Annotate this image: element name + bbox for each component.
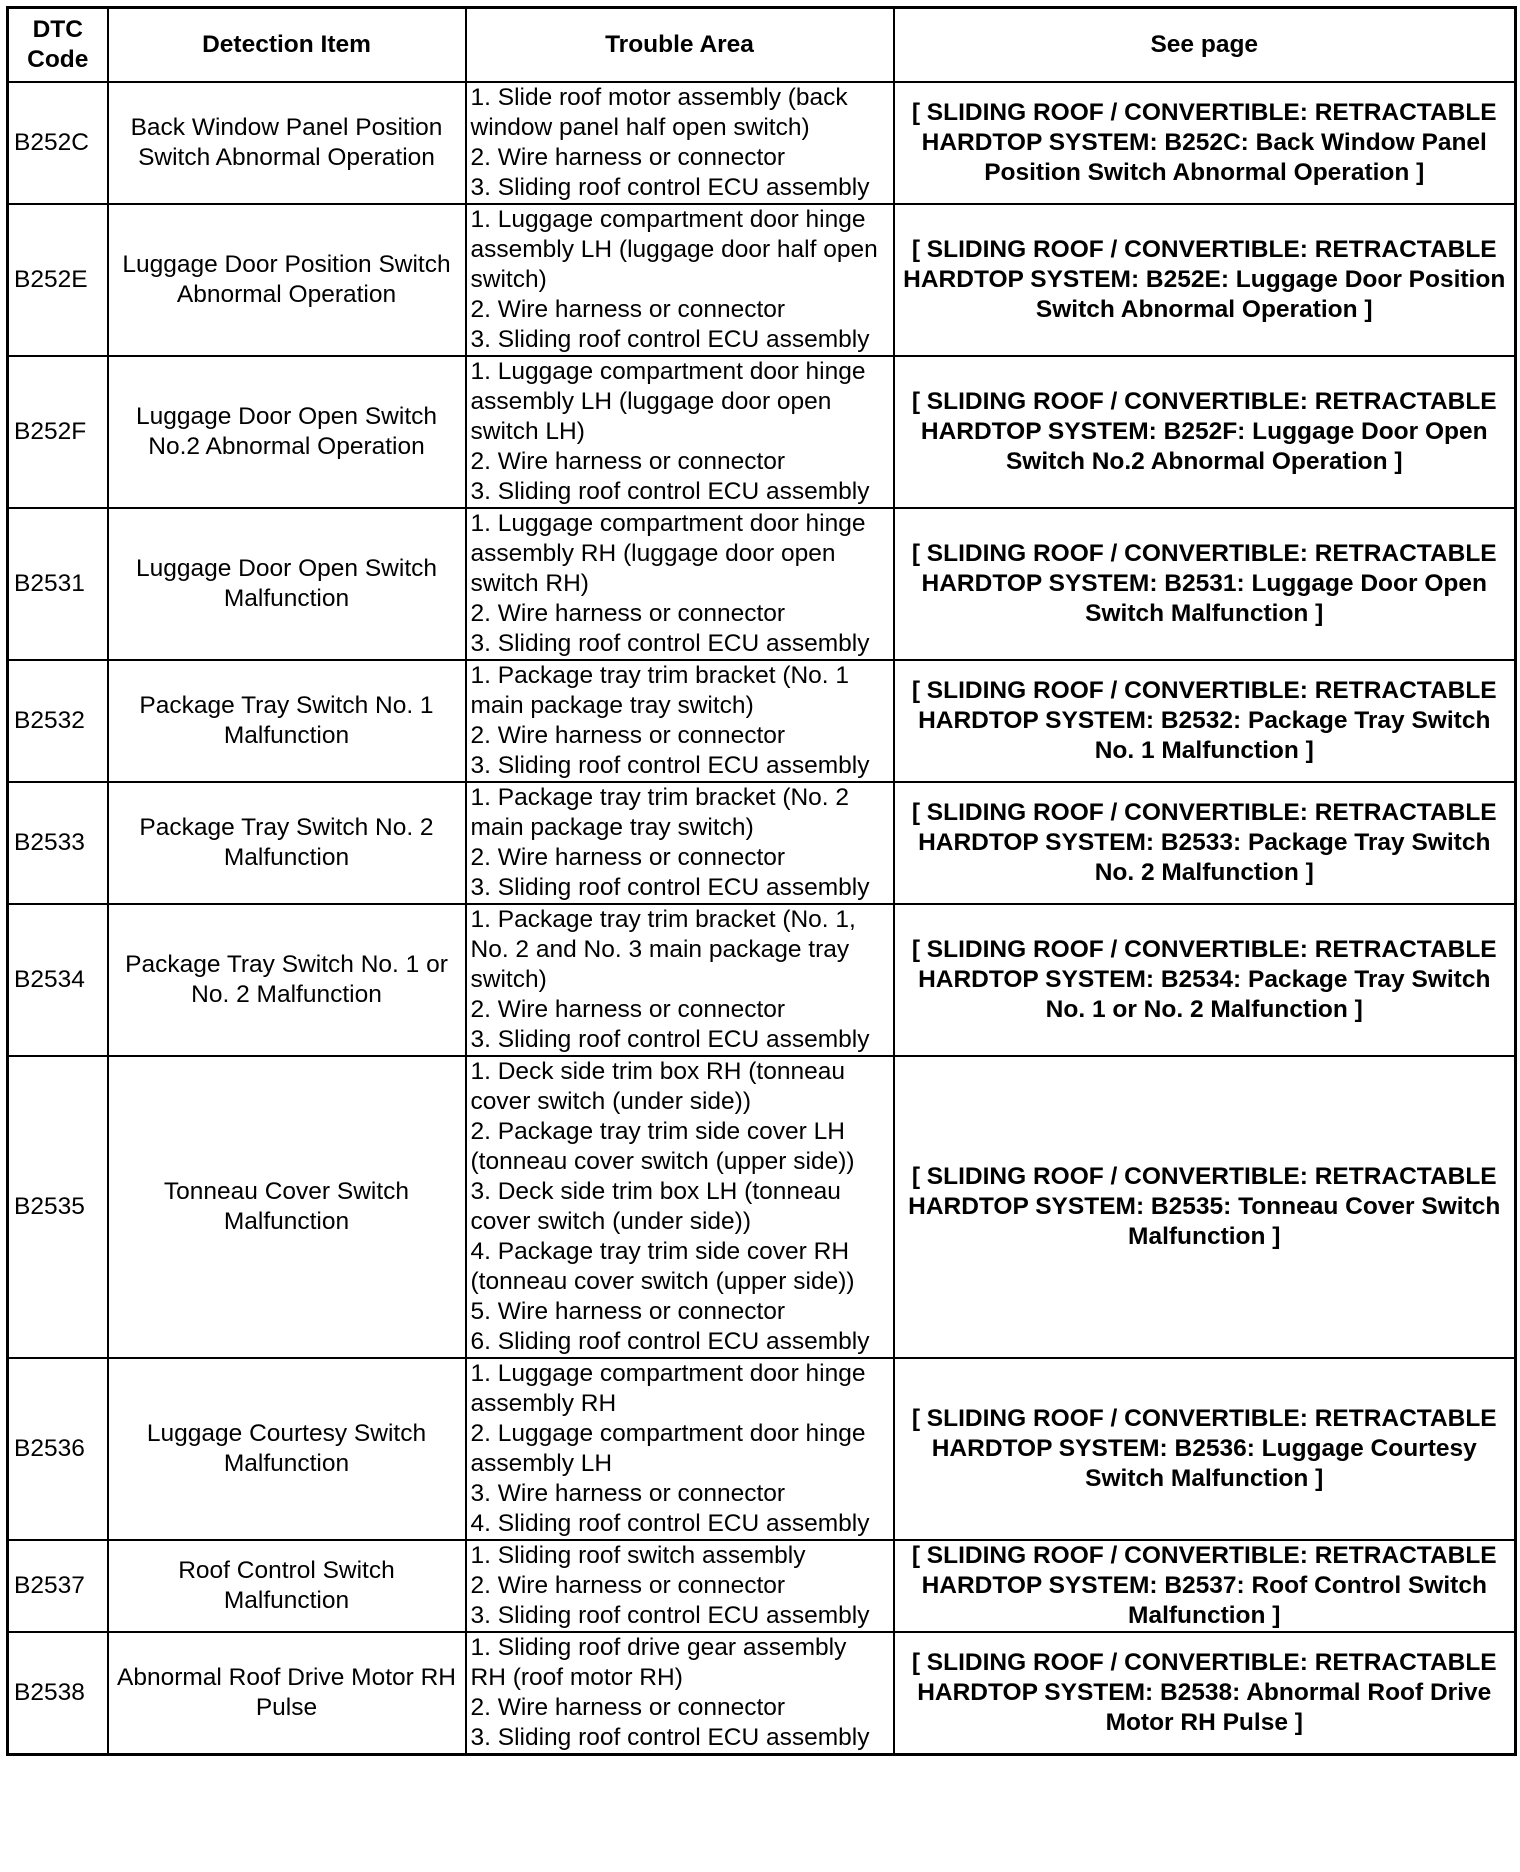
dtc-code-cell: B2534 [8,904,108,1056]
trouble-area-item: 3. Deck side trim box LH (tonneau cover switch (under side)) [470,1178,841,1235]
trouble-area-item: 4. Sliding roof control ECU assembly [470,1510,870,1537]
header-detection-item: Detection Item [108,8,466,83]
dtc-table-container [6,6,1517,1756]
table-row [8,1358,1516,1540]
trouble-area-item: 3. Sliding roof control ECU assembly [470,326,870,353]
trouble-area-item: 1. Package tray trim bracket (No. 1, No. 2 and No. 3 main package tray switch) [470,906,856,993]
detection-item-cell: Package Tray Switch No. 1 Malfunction [108,660,466,782]
trouble-area-item: 2. Wire harness or connector [470,996,786,1023]
trouble-area-item: 1. Sliding roof switch assembly [470,1542,806,1569]
dtc-code-cell: B2533 [8,782,108,904]
table-row [8,1540,1516,1632]
table-row [8,1632,1516,1755]
trouble-area-cell [466,904,894,1056]
table-row [8,82,1516,204]
trouble-area-item: 3. Sliding roof control ECU assembly [470,478,870,505]
trouble-area-item: 1. Luggage compartment door hinge assembly RH (luggage door open switch RH) [470,510,866,597]
trouble-area-item: 3. Sliding roof control ECU assembly [470,752,870,779]
dtc-code-cell: B2536 [8,1358,108,1540]
trouble-area-item: 3. Sliding roof control ECU assembly [470,1602,870,1629]
trouble-area-item: 2. Wire harness or connector [470,1572,786,1599]
trouble-area-cell [466,782,894,904]
trouble-area-item: 5. Wire harness or connector [470,1298,786,1325]
trouble-area-item: 6. Sliding roof control ECU assembly [470,1328,870,1355]
trouble-area-item: 1. Deck side trim box RH (tonneau cover switch (under side)) [470,1058,845,1115]
trouble-area-item: 1. Luggage compartment door hinge assembly RH [470,1360,866,1417]
trouble-area-item: 3. Sliding roof control ECU assembly [470,630,870,657]
trouble-area-item: 4. Package tray trim side cover RH (tonneau cover switch (upper side)) [470,1238,855,1295]
table-row [8,660,1516,782]
trouble-area-item: 3. Sliding roof control ECU assembly [470,1724,870,1751]
see-page-link[interactable]: [ SLIDING ROOF / CONVERTIBLE: RETRACTABLE HARDTOP SYSTEM: B252F: Luggage Door Open Switch No.2 Abnormal Operation ] [894,356,1516,508]
detection-item-cell: Roof Control Switch Malfunction [108,1540,466,1632]
trouble-area-item: 3. Wire harness or connector [470,1480,786,1507]
dtc-code-cell: B2538 [8,1632,108,1755]
trouble-area-item: 2. Luggage compartment door hinge assembly LH [470,1420,866,1477]
see-page-link[interactable]: [ SLIDING ROOF / CONVERTIBLE: RETRACTABLE HARDTOP SYSTEM: B252E: Luggage Door Position Switch Abnormal Operation ] [894,204,1516,356]
detection-item-cell: Luggage Courtesy Switch Malfunction [108,1358,466,1540]
trouble-area-item: 1. Luggage compartment door hinge assembly LH (luggage door half open switch) [470,206,878,293]
table-row [8,904,1516,1056]
trouble-area-cell [466,356,894,508]
trouble-area-item: 2. Wire harness or connector [470,722,786,749]
trouble-area-item: 1. Package tray trim bracket (No. 1 main package tray switch) [470,662,850,719]
detection-item-cell: Luggage Door Open Switch Malfunction [108,508,466,660]
see-page-link[interactable]: [ SLIDING ROOF / CONVERTIBLE: RETRACTABLE HARDTOP SYSTEM: B2535: Tonneau Cover Switch Malfunction ] [894,1056,1516,1358]
table-row [8,356,1516,508]
table-body [8,82,1516,1755]
header-dtc-code: DTC Code [8,8,108,83]
trouble-area-item: 1. Luggage compartment door hinge assembly LH (luggage door open switch LH) [470,358,866,445]
dtc-code-cell: B2531 [8,508,108,660]
dtc-code-cell: B252E [8,204,108,356]
see-page-link[interactable]: [ SLIDING ROOF / CONVERTIBLE: RETRACTABLE HARDTOP SYSTEM: B2538: Abnormal Roof Drive Motor RH Pulse ] [894,1632,1516,1755]
trouble-area-cell [466,1056,894,1358]
trouble-area-item: 1. Slide roof motor assembly (back window panel half open switch) [470,84,848,141]
trouble-area-item: 1. Sliding roof drive gear assembly RH (roof motor RH) [470,1634,847,1691]
trouble-area-item: 2. Wire harness or connector [470,448,786,475]
see-page-link[interactable]: [ SLIDING ROOF / CONVERTIBLE: RETRACTABLE HARDTOP SYSTEM: B2533: Package Tray Switch No. 2 Malfunction ] [894,782,1516,904]
see-page-link[interactable]: [ SLIDING ROOF / CONVERTIBLE: RETRACTABLE HARDTOP SYSTEM: B2531: Luggage Door Open Switch Malfunction ] [894,508,1516,660]
trouble-area-item: 2. Wire harness or connector [470,144,786,171]
detection-item-cell: Luggage Door Position Switch Abnormal Operation [108,204,466,356]
table-row [8,204,1516,356]
table-row [8,782,1516,904]
header-trouble-area: Trouble Area [466,8,894,83]
see-page-link[interactable]: [ SLIDING ROOF / CONVERTIBLE: RETRACTABLE HARDTOP SYSTEM: B2532: Package Tray Switch No. 1 Malfunction ] [894,660,1516,782]
trouble-area-item: 2. Wire harness or connector [470,296,786,323]
trouble-area-cell [466,204,894,356]
header-row [8,8,1516,83]
see-page-link[interactable]: [ SLIDING ROOF / CONVERTIBLE: RETRACTABLE HARDTOP SYSTEM: B2537: Roof Control Switch Malfunction ] [894,1540,1516,1632]
trouble-area-cell [466,660,894,782]
detection-item-cell: Package Tray Switch No. 2 Malfunction [108,782,466,904]
trouble-area-item: 2. Wire harness or connector [470,600,786,627]
trouble-area-item: 1. Package tray trim bracket (No. 2 main package tray switch) [470,784,850,841]
dtc-code-cell: B2535 [8,1056,108,1358]
detection-item-cell: Tonneau Cover Switch Malfunction [108,1056,466,1358]
table-row [8,508,1516,660]
trouble-area-item: 2. Wire harness or connector [470,1694,786,1721]
trouble-area-cell [466,1358,894,1540]
trouble-area-item: 3. Sliding roof control ECU assembly [470,874,870,901]
trouble-area-cell [466,508,894,660]
table-row [8,1056,1516,1358]
see-page-link[interactable]: [ SLIDING ROOF / CONVERTIBLE: RETRACTABLE HARDTOP SYSTEM: B2536: Luggage Courtesy Switch Malfunction ] [894,1358,1516,1540]
detection-item-cell: Luggage Door Open Switch No.2 Abnormal Operation [108,356,466,508]
trouble-area-item: 2. Wire harness or connector [470,844,786,871]
trouble-area-cell [466,82,894,204]
trouble-area-item: 3. Sliding roof control ECU assembly [470,1026,870,1053]
header-see-page: See page [894,8,1516,83]
dtc-code-cell: B2537 [8,1540,108,1632]
trouble-area-cell [466,1632,894,1755]
detection-item-cell: Package Tray Switch No. 1 or No. 2 Malfunction [108,904,466,1056]
trouble-area-cell [466,1540,894,1632]
detection-item-cell: Abnormal Roof Drive Motor RH Pulse [108,1632,466,1755]
see-page-link[interactable]: [ SLIDING ROOF / CONVERTIBLE: RETRACTABLE HARDTOP SYSTEM: B2534: Package Tray Switch No. 1 or No. 2 Malfunction ] [894,904,1516,1056]
detection-item-cell: Back Window Panel Position Switch Abnormal Operation [108,82,466,204]
see-page-link[interactable]: [ SLIDING ROOF / CONVERTIBLE: RETRACTABLE HARDTOP SYSTEM: B252C: Back Window Panel Position Switch Abnormal Operation ] [894,82,1516,204]
dtc-code-cell: B2532 [8,660,108,782]
dtc-code-cell: B252C [8,82,108,204]
trouble-area-item: 2. Package tray trim side cover LH (tonneau cover switch (upper side)) [470,1118,855,1175]
dtc-code-cell: B252F [8,356,108,508]
dtc-table [6,6,1517,1756]
trouble-area-item: 3. Sliding roof control ECU assembly [470,174,870,201]
